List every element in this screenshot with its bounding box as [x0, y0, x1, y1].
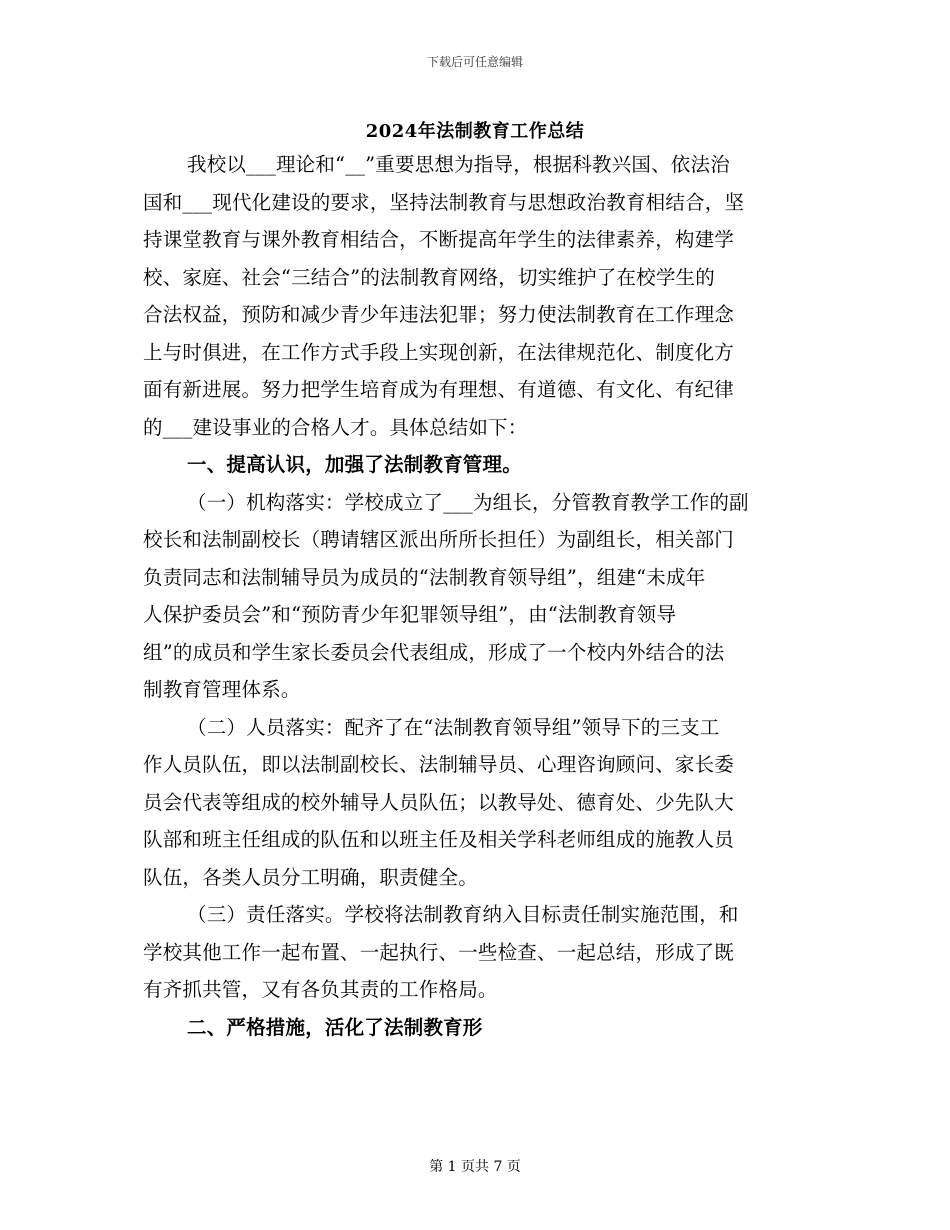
paragraph-line: 上与时俱进，在工作方式手段上实现创新，在法律规范化、制度化方 [143, 340, 735, 364]
page-footer: 第 1 页共 7 页 [429, 1159, 521, 1175]
paragraph-line: 制教育管理体系。 [143, 678, 301, 701]
paragraph-line: （二）人员落实：配齐了在“法制教育领导组”领导下的三支工 [187, 715, 720, 739]
paragraph-line: （三）责任落实。学校将法制教育纳入目标责任制实施范围，和 [187, 903, 739, 926]
paragraph-line: 有齐抓共管，又有各负其责的工作格局。 [143, 978, 498, 1001]
paragraph-line: 人保护委员会”和“预防青少年犯罪领导组”，由“法制教育领导 [143, 603, 677, 626]
paragraph-line: 合法权益，预防和减少青少年违法犯罪；努力使法制教育在工作理念 [143, 303, 735, 326]
page-header: 下载后可任意编辑 [426, 55, 523, 69]
paragraph-line: 的___建设事业的合格人才。具体总结如下： [143, 415, 528, 439]
paragraph-line: 校、家庭、社会“三结合”的法制教育网络，切实维护了在校学生的 [143, 265, 715, 289]
paragraph-line: （一）机构落实：学校成立了___为组长，分管教育教学工作的副 [187, 490, 749, 514]
paragraph-line: 我校以___理论和“__”重要思想为指导，根据科教兴国、依法治 [187, 153, 730, 176]
paragraph-line: 员会代表等组成的校外辅导人员队伍；以教导处、德育处、少先队大 [143, 790, 735, 814]
paragraph-line: 作人员队伍，即以法制副校长、法制辅导员、心理咨询顾问、家长委 [143, 753, 735, 776]
paragraph-line: 队部和班主任组成的队伍和以班主任及相关学科老师组成的施教人员 [143, 828, 735, 851]
section-heading: 二、严格措施，活化了法制教育形 [187, 1015, 483, 1039]
paragraph-line: 队伍，各类人员分工明确，职责健全。 [143, 865, 478, 889]
paragraph-line: 国和___现代化建设的要求，坚持法制教育与思想政治教育相结合，坚 [143, 190, 745, 214]
document-title: 2024年法制教育工作总结 [365, 121, 585, 142]
paragraph-line: 学校其他工作一起布置、一起执行、一些检查、一起总结，形成了既 [143, 940, 735, 964]
paragraph-line: 校长和法制副校长（聘请辖区派出所所长担任）为副组长，相关部门 [143, 528, 735, 551]
paragraph-line: 持课堂教育与课外教育相结合，不断提高年学生的法律素养，构建学 [143, 228, 735, 251]
paragraph-line: 负责同志和法制辅导员为成员的“法制教育领导组”，组建“未成年 [143, 565, 706, 589]
section-heading: 一、提高认识，加强了法制教育管理。 [187, 453, 522, 476]
paragraph-line: 组”的成员和学生家长委员会代表组成，形成了一个校内外结合的法 [143, 640, 725, 664]
document-body [143, 146, 809, 1046]
paragraph-line: 面有新进展。努力把学生培育成为有理想、有道德、有文化、有纪律 [143, 378, 735, 401]
